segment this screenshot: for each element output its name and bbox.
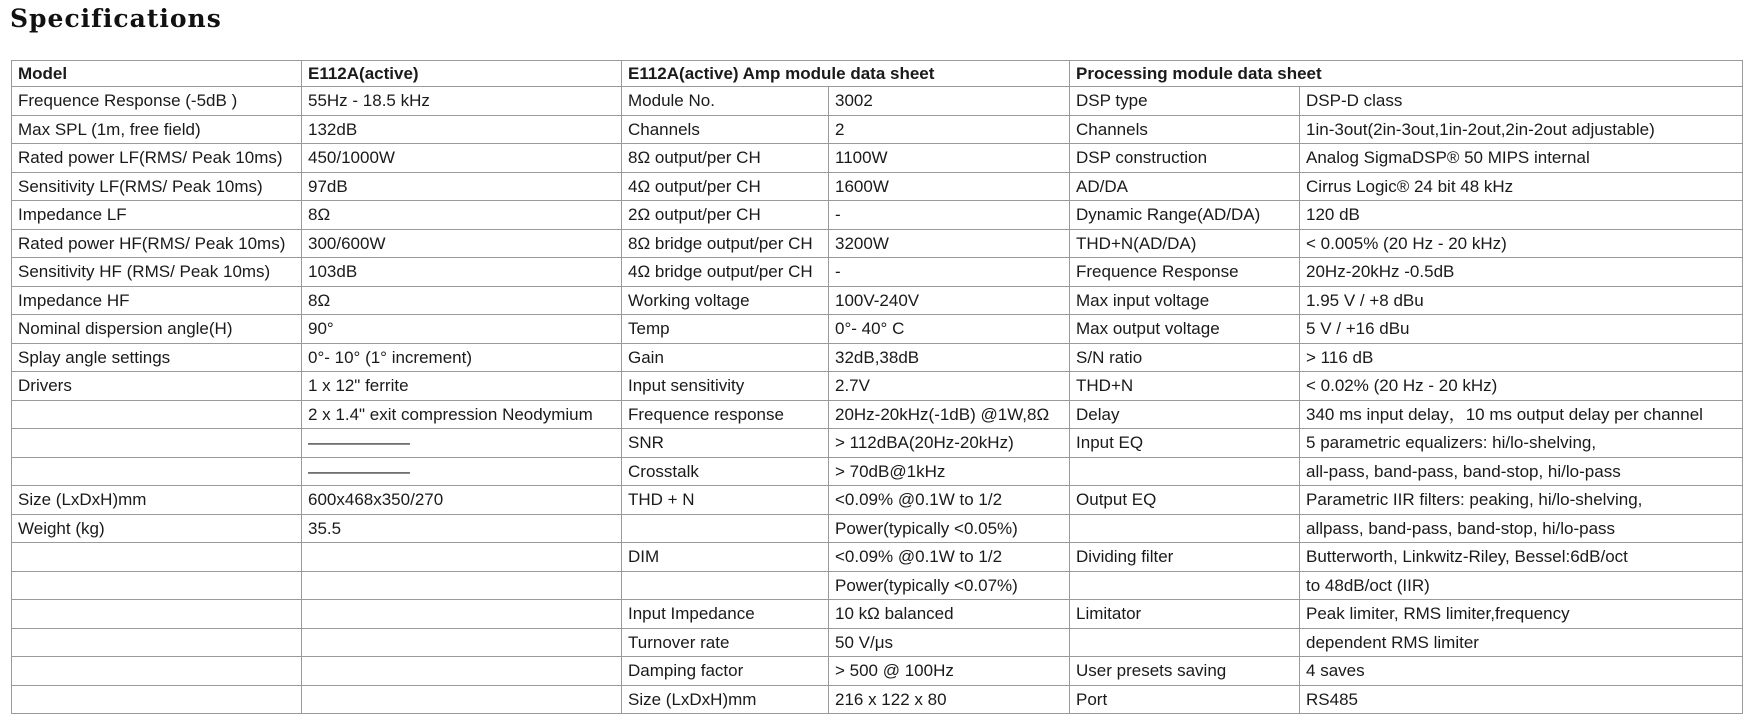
amp-label-cell: Frequence response <box>622 400 829 429</box>
header-processing-module: Processing module data sheet <box>1070 61 1743 87</box>
processing-value-cell: < 0.005% (20 Hz - 20 kHz) <box>1300 229 1743 258</box>
speaker-label-cell: Size (LxDxH)mm <box>12 486 302 515</box>
speaker-label-cell <box>12 571 302 600</box>
processing-value-cell: DSP-D class <box>1300 87 1743 116</box>
speaker-label-cell: Impedance LF <box>12 201 302 230</box>
table-row <box>12 514 1743 543</box>
amp-value-cell: 216 x 122 x 80 <box>829 685 1070 714</box>
amp-label-cell: SNR <box>622 429 829 458</box>
processing-value-cell: Cirrus Logic® 24 bit 48 kHz <box>1300 172 1743 201</box>
amp-value-cell: - <box>829 258 1070 287</box>
amp-label-cell: THD + N <box>622 486 829 515</box>
processing-label-cell <box>1070 571 1300 600</box>
amp-label-cell: Working voltage <box>622 286 829 315</box>
processing-label-cell <box>1070 514 1300 543</box>
speaker-label-cell: Nominal dispersion angle(H) <box>12 315 302 344</box>
table-row <box>12 172 1743 201</box>
speaker-value-cell: 0°- 10° (1° increment) <box>302 343 622 372</box>
processing-value-cell: 1in-3out(2in-3out,1in-2out,2in-2out adjustable) <box>1300 115 1743 144</box>
speaker-label-cell: Drivers <box>12 372 302 401</box>
amp-label-cell: 8Ω output/per CH <box>622 144 829 173</box>
speaker-value-cell <box>302 628 622 657</box>
table-row <box>12 457 1743 486</box>
header-model-value: E112A(active) <box>302 61 622 87</box>
amp-value-cell: > 112dBA(20Hz-20kHz) <box>829 429 1070 458</box>
processing-label-cell: Delay <box>1070 400 1300 429</box>
speaker-value-cell: 300/600W <box>302 229 622 258</box>
table-row <box>12 600 1743 629</box>
header-model: Model <box>12 61 302 87</box>
table-row <box>12 286 1743 315</box>
amp-value-cell: 32dB,38dB <box>829 343 1070 372</box>
amp-label-cell: Temp <box>622 315 829 344</box>
amp-label-cell: 4Ω bridge output/per CH <box>622 258 829 287</box>
speaker-label-cell <box>12 429 302 458</box>
amp-value-cell: 1100W <box>829 144 1070 173</box>
amp-label-cell: 8Ω bridge output/per CH <box>622 229 829 258</box>
amp-value-cell: 2.7V <box>829 372 1070 401</box>
speaker-label-cell: Frequence Response (-5dB ) <box>12 87 302 116</box>
processing-label-cell: Input EQ <box>1070 429 1300 458</box>
amp-label-cell: Channels <box>622 115 829 144</box>
table-row <box>12 258 1743 287</box>
amp-value-cell: 10 kΩ balanced <box>829 600 1070 629</box>
amp-value-cell: - <box>829 201 1070 230</box>
amp-label-cell: Gain <box>622 343 829 372</box>
speaker-value-cell: 35.5 <box>302 514 622 543</box>
processing-label-cell: THD+N(AD/DA) <box>1070 229 1300 258</box>
processing-label-cell: AD/DA <box>1070 172 1300 201</box>
speaker-label-cell: Impedance HF <box>12 286 302 315</box>
processing-label-cell: User presets saving <box>1070 657 1300 686</box>
processing-label-cell: Port <box>1070 685 1300 714</box>
processing-value-cell: 5 V / +16 dBu <box>1300 315 1743 344</box>
speaker-label-cell <box>12 600 302 629</box>
header-amp-module: E112A(active) Amp module data sheet <box>622 61 1070 87</box>
processing-value-cell: > 116 dB <box>1300 343 1743 372</box>
processing-label-cell: Max input voltage <box>1070 286 1300 315</box>
speaker-value-cell: 8Ω <box>302 286 622 315</box>
table-row <box>12 229 1743 258</box>
amp-value-cell: 3002 <box>829 87 1070 116</box>
table-row <box>12 343 1743 372</box>
table-row <box>12 115 1743 144</box>
amp-value-cell: <0.09% @0.1W to 1/2 <box>829 543 1070 572</box>
speaker-label-cell <box>12 543 302 572</box>
table-row <box>12 486 1743 515</box>
speaker-value-cell: 97dB <box>302 172 622 201</box>
table-row <box>12 685 1743 714</box>
processing-label-cell: Channels <box>1070 115 1300 144</box>
processing-value-cell: to 48dB/oct (IIR) <box>1300 571 1743 600</box>
amp-value-cell: > 70dB@1kHz <box>829 457 1070 486</box>
amp-label-cell: Damping factor <box>622 657 829 686</box>
page-title: Specifications <box>10 4 222 33</box>
amp-value-cell: 2 <box>829 115 1070 144</box>
amp-value-cell: Power(typically <0.07%) <box>829 571 1070 600</box>
speaker-label-cell <box>12 685 302 714</box>
processing-value-cell: < 0.02% (20 Hz - 20 kHz) <box>1300 372 1743 401</box>
table-row <box>12 571 1743 600</box>
speaker-value-cell <box>302 657 622 686</box>
amp-label-cell: Input Impedance <box>622 600 829 629</box>
speaker-label-cell <box>12 400 302 429</box>
speaker-value-cell: 90° <box>302 315 622 344</box>
processing-value-cell: RS485 <box>1300 685 1743 714</box>
speaker-value-cell: 600x468x350/270 <box>302 486 622 515</box>
amp-value-cell: 0°- 40° C <box>829 315 1070 344</box>
speaker-label-cell <box>12 657 302 686</box>
speaker-label-cell: Sensitivity HF (RMS/ Peak 10ms) <box>12 258 302 287</box>
processing-label-cell <box>1070 628 1300 657</box>
amp-label-cell: Size (LxDxH)mm <box>622 685 829 714</box>
processing-value-cell: 120 dB <box>1300 201 1743 230</box>
speaker-value-cell: 450/1000W <box>302 144 622 173</box>
speaker-label-cell: Sensitivity LF(RMS/ Peak 10ms) <box>12 172 302 201</box>
processing-label-cell: DSP construction <box>1070 144 1300 173</box>
processing-value-cell: all-pass, band-pass, band-stop, hi/lo-pass <box>1300 457 1743 486</box>
speaker-label-cell: Weight (kg) <box>12 514 302 543</box>
table-header-row <box>12 61 1743 87</box>
processing-label-cell: Frequence Response <box>1070 258 1300 287</box>
amp-label-cell: DIM <box>622 543 829 572</box>
table-row <box>12 429 1743 458</box>
speaker-label-cell: Max SPL (1m, free field) <box>12 115 302 144</box>
table-row <box>12 87 1743 116</box>
amp-value-cell: <0.09% @0.1W to 1/2 <box>829 486 1070 515</box>
speaker-value-cell: 103dB <box>302 258 622 287</box>
amp-label-cell: 4Ω output/per CH <box>622 172 829 201</box>
amp-label-cell <box>622 571 829 600</box>
amp-value-cell: 1600W <box>829 172 1070 201</box>
amp-value-cell: 3200W <box>829 229 1070 258</box>
processing-label-cell: S/N ratio <box>1070 343 1300 372</box>
table-row <box>12 400 1743 429</box>
table-row <box>12 315 1743 344</box>
table-row <box>12 372 1743 401</box>
processing-label-cell: Dividing filter <box>1070 543 1300 572</box>
processing-value-cell: dependent RMS limiter <box>1300 628 1743 657</box>
processing-value-cell: 340 ms input delay，10 ms output delay per channel <box>1300 400 1743 429</box>
amp-value-cell: > 500 @ 100Hz <box>829 657 1070 686</box>
table-row <box>12 657 1743 686</box>
speaker-value-cell: 55Hz - 18.5 kHz <box>302 87 622 116</box>
amp-label-cell: Input sensitivity <box>622 372 829 401</box>
speaker-value-cell <box>302 571 622 600</box>
table-row <box>12 543 1743 572</box>
processing-label-cell: THD+N <box>1070 372 1300 401</box>
speaker-value-cell <box>302 543 622 572</box>
amp-value-cell: 20Hz-20kHz(-1dB) @1W,8Ω <box>829 400 1070 429</box>
speaker-value-cell: —————— <box>302 429 622 458</box>
amp-value-cell: 50 V/μs <box>829 628 1070 657</box>
amp-value-cell: Power(typically <0.05%) <box>829 514 1070 543</box>
speaker-label-cell: Splay angle settings <box>12 343 302 372</box>
processing-value-cell: Parametric IIR filters: peaking, hi/lo-shelving, <box>1300 486 1743 515</box>
processing-value-cell: 1.95 V / +8 dBu <box>1300 286 1743 315</box>
speaker-value-cell: 8Ω <box>302 201 622 230</box>
processing-value-cell: 20Hz-20kHz -0.5dB <box>1300 258 1743 287</box>
speaker-value-cell: 1 x 12" ferrite <box>302 372 622 401</box>
speaker-value-cell <box>302 685 622 714</box>
speaker-label-cell <box>12 628 302 657</box>
processing-value-cell: 5 parametric equalizers: hi/lo-shelving, <box>1300 429 1743 458</box>
speaker-value-cell: —————— <box>302 457 622 486</box>
processing-value-cell: Butterworth, Linkwitz-Riley, Bessel:6dB/oct <box>1300 543 1743 572</box>
amp-label-cell: 2Ω output/per CH <box>622 201 829 230</box>
table-row <box>12 201 1743 230</box>
processing-label-cell: Dynamic Range(AD/DA) <box>1070 201 1300 230</box>
amp-label-cell: Turnover rate <box>622 628 829 657</box>
processing-label-cell: Output EQ <box>1070 486 1300 515</box>
speaker-label-cell: Rated power HF(RMS/ Peak 10ms) <box>12 229 302 258</box>
processing-label-cell: DSP type <box>1070 87 1300 116</box>
amp-label-cell <box>622 514 829 543</box>
table-row <box>12 144 1743 173</box>
amp-label-cell: Crosstalk <box>622 457 829 486</box>
speaker-value-cell: 2 x 1.4" exit compression Neodymium <box>302 400 622 429</box>
processing-value-cell: Peak limiter, RMS limiter,frequency <box>1300 600 1743 629</box>
processing-value-cell: allpass, band-pass, band-stop, hi/lo-pass <box>1300 514 1743 543</box>
amp-label-cell: Module No. <box>622 87 829 116</box>
table-row <box>12 628 1743 657</box>
speaker-value-cell <box>302 600 622 629</box>
specifications-table <box>11 60 1743 714</box>
speaker-label-cell <box>12 457 302 486</box>
processing-value-cell: 4 saves <box>1300 657 1743 686</box>
processing-value-cell: Analog SigmaDSP® 50 MIPS internal <box>1300 144 1743 173</box>
speaker-label-cell: Rated power LF(RMS/ Peak 10ms) <box>12 144 302 173</box>
processing-label-cell: Limitator <box>1070 600 1300 629</box>
processing-label-cell <box>1070 457 1300 486</box>
amp-value-cell: 100V-240V <box>829 286 1070 315</box>
processing-label-cell: Max output voltage <box>1070 315 1300 344</box>
speaker-value-cell: 132dB <box>302 115 622 144</box>
